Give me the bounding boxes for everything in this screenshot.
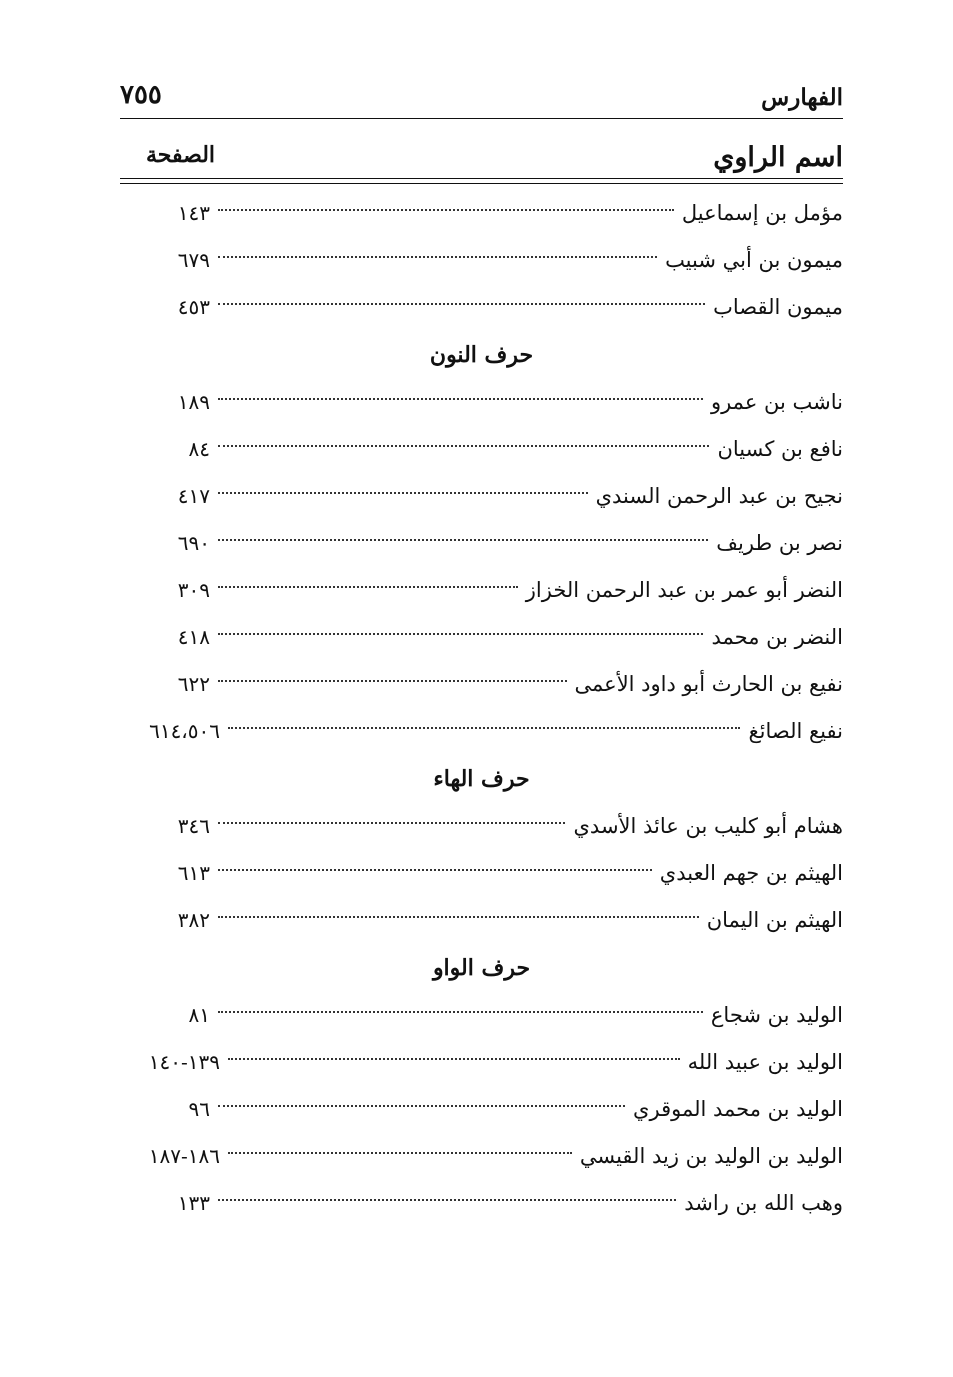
narrator-name: ميمون بن أبي شبيب bbox=[665, 248, 843, 272]
index-entries bbox=[120, 190, 843, 1227]
column-header-page: الصفحة bbox=[146, 142, 216, 168]
running-title: الفهارس bbox=[761, 84, 843, 111]
dot-leader bbox=[218, 492, 588, 494]
dot-leader bbox=[218, 586, 518, 588]
index-entry bbox=[120, 1086, 843, 1133]
index-entry bbox=[120, 473, 843, 520]
index-entry bbox=[120, 614, 843, 661]
index-entry bbox=[120, 897, 843, 944]
page-ref: ١٨٦-١٨٧ bbox=[148, 1144, 220, 1168]
narrator-name: الوليد بن عبيد الله bbox=[687, 1050, 843, 1074]
page-ref: ٩٦ bbox=[188, 1097, 210, 1121]
narrator-name: الوليد بن محمد الموقري bbox=[633, 1097, 843, 1121]
page-ref: ١٤٣ bbox=[177, 201, 210, 225]
page-ref: ٦٧٩ bbox=[177, 248, 210, 272]
column-header-name: اسم الراوي bbox=[713, 142, 843, 173]
column-header-rule-top bbox=[120, 178, 843, 179]
dot-leader bbox=[218, 1199, 676, 1201]
page-ref: ٤٥٣ bbox=[177, 295, 210, 319]
section-heading-nun: حرف النون bbox=[429, 342, 534, 368]
dot-leader bbox=[218, 303, 705, 305]
dot-leader bbox=[218, 916, 699, 918]
page-ref: ٤١٧ bbox=[177, 484, 210, 508]
narrator-name: نصر بن طريف bbox=[716, 531, 843, 555]
dot-leader bbox=[228, 727, 740, 729]
narrator-name: النضر بن محمد bbox=[711, 625, 843, 649]
narrator-name: الهيثم بن اليمان bbox=[706, 908, 843, 932]
narrator-name: ناشب بن عمرو bbox=[710, 390, 843, 414]
page-ref: ٦٢٢ bbox=[177, 672, 210, 696]
dot-leader bbox=[218, 633, 703, 635]
section-heading-ha: حرف الهاء bbox=[433, 766, 530, 792]
dot-leader bbox=[218, 680, 567, 682]
page-ref: ٦١٤،٥٠٦ bbox=[149, 719, 220, 743]
page-ref: ٦١٣ bbox=[177, 861, 210, 885]
index-entry bbox=[120, 284, 843, 331]
index-entry bbox=[120, 1039, 843, 1086]
dot-leader bbox=[218, 209, 674, 211]
narrator-name: نفيع الصائغ bbox=[748, 719, 843, 743]
narrator-name: هشام أبو كليب بن عائذ الأسدي bbox=[573, 814, 843, 838]
narrator-name: وهب الله بن راشد bbox=[684, 1191, 843, 1215]
dot-leader bbox=[218, 398, 703, 400]
index-entry bbox=[120, 567, 843, 614]
dot-leader bbox=[218, 539, 708, 541]
page-number: ٧٥٥ bbox=[120, 80, 162, 110]
index-entry bbox=[120, 1180, 843, 1227]
dot-leader bbox=[218, 256, 657, 258]
narrator-name: مؤمل بن إسماعيل bbox=[681, 201, 843, 225]
column-header-rule-bottom bbox=[120, 183, 843, 184]
narrator-name: الوليد بن الوليد بن زيد القيسي bbox=[579, 1144, 843, 1168]
page-ref: ١٨٩ bbox=[177, 390, 210, 414]
page-ref: ١٣٩-١٤٠ bbox=[148, 1050, 220, 1074]
page-ref: ٣٠٩ bbox=[177, 578, 210, 602]
dot-leader bbox=[218, 445, 709, 447]
narrator-name: نفيع بن الحارث أبو داود الأعمى bbox=[574, 672, 843, 696]
index-entry bbox=[120, 803, 843, 850]
running-head bbox=[120, 74, 843, 118]
page-ref: ٣٤٦ bbox=[177, 814, 210, 838]
dot-leader bbox=[218, 1011, 703, 1013]
section-heading-waw: حرف الواو bbox=[432, 955, 531, 981]
dot-leader bbox=[228, 1058, 680, 1060]
header-rule bbox=[120, 118, 843, 119]
dot-leader bbox=[218, 869, 652, 871]
page-ref: ٣٨٢ bbox=[177, 908, 210, 932]
narrator-name: الوليد بن شجاع bbox=[710, 1003, 843, 1027]
narrator-name: الهيثم بن جهم العبدي bbox=[659, 861, 843, 885]
index-entry bbox=[120, 661, 843, 708]
dot-leader bbox=[218, 1105, 625, 1107]
index-entry bbox=[120, 1133, 843, 1180]
page-ref: ٨٤ bbox=[188, 437, 210, 461]
dot-leader bbox=[218, 822, 565, 824]
index-entry bbox=[120, 520, 843, 567]
index-entry bbox=[120, 379, 843, 426]
dot-leader bbox=[228, 1152, 572, 1154]
index-entry bbox=[120, 992, 843, 1039]
narrator-name: ميمون القصاب bbox=[713, 295, 843, 319]
narrator-name: نجيح بن عبد الرحمن السندي bbox=[595, 484, 843, 508]
column-headers bbox=[120, 138, 843, 178]
page-ref: ١٣٣ bbox=[177, 1191, 210, 1215]
page-ref: ٦٩٠ bbox=[177, 531, 210, 555]
narrator-name: نافع بن كسيان bbox=[717, 437, 843, 461]
index-entry bbox=[120, 850, 843, 897]
page-ref: ٨١ bbox=[188, 1003, 210, 1027]
index-entry bbox=[120, 237, 843, 284]
page-ref: ٤١٨ bbox=[177, 625, 210, 649]
index-entry bbox=[120, 708, 843, 755]
index-entry bbox=[120, 190, 843, 237]
narrator-name: النضر أبو عمر بن عبد الرحمن الخزاز bbox=[525, 578, 843, 602]
index-entry bbox=[120, 426, 843, 473]
